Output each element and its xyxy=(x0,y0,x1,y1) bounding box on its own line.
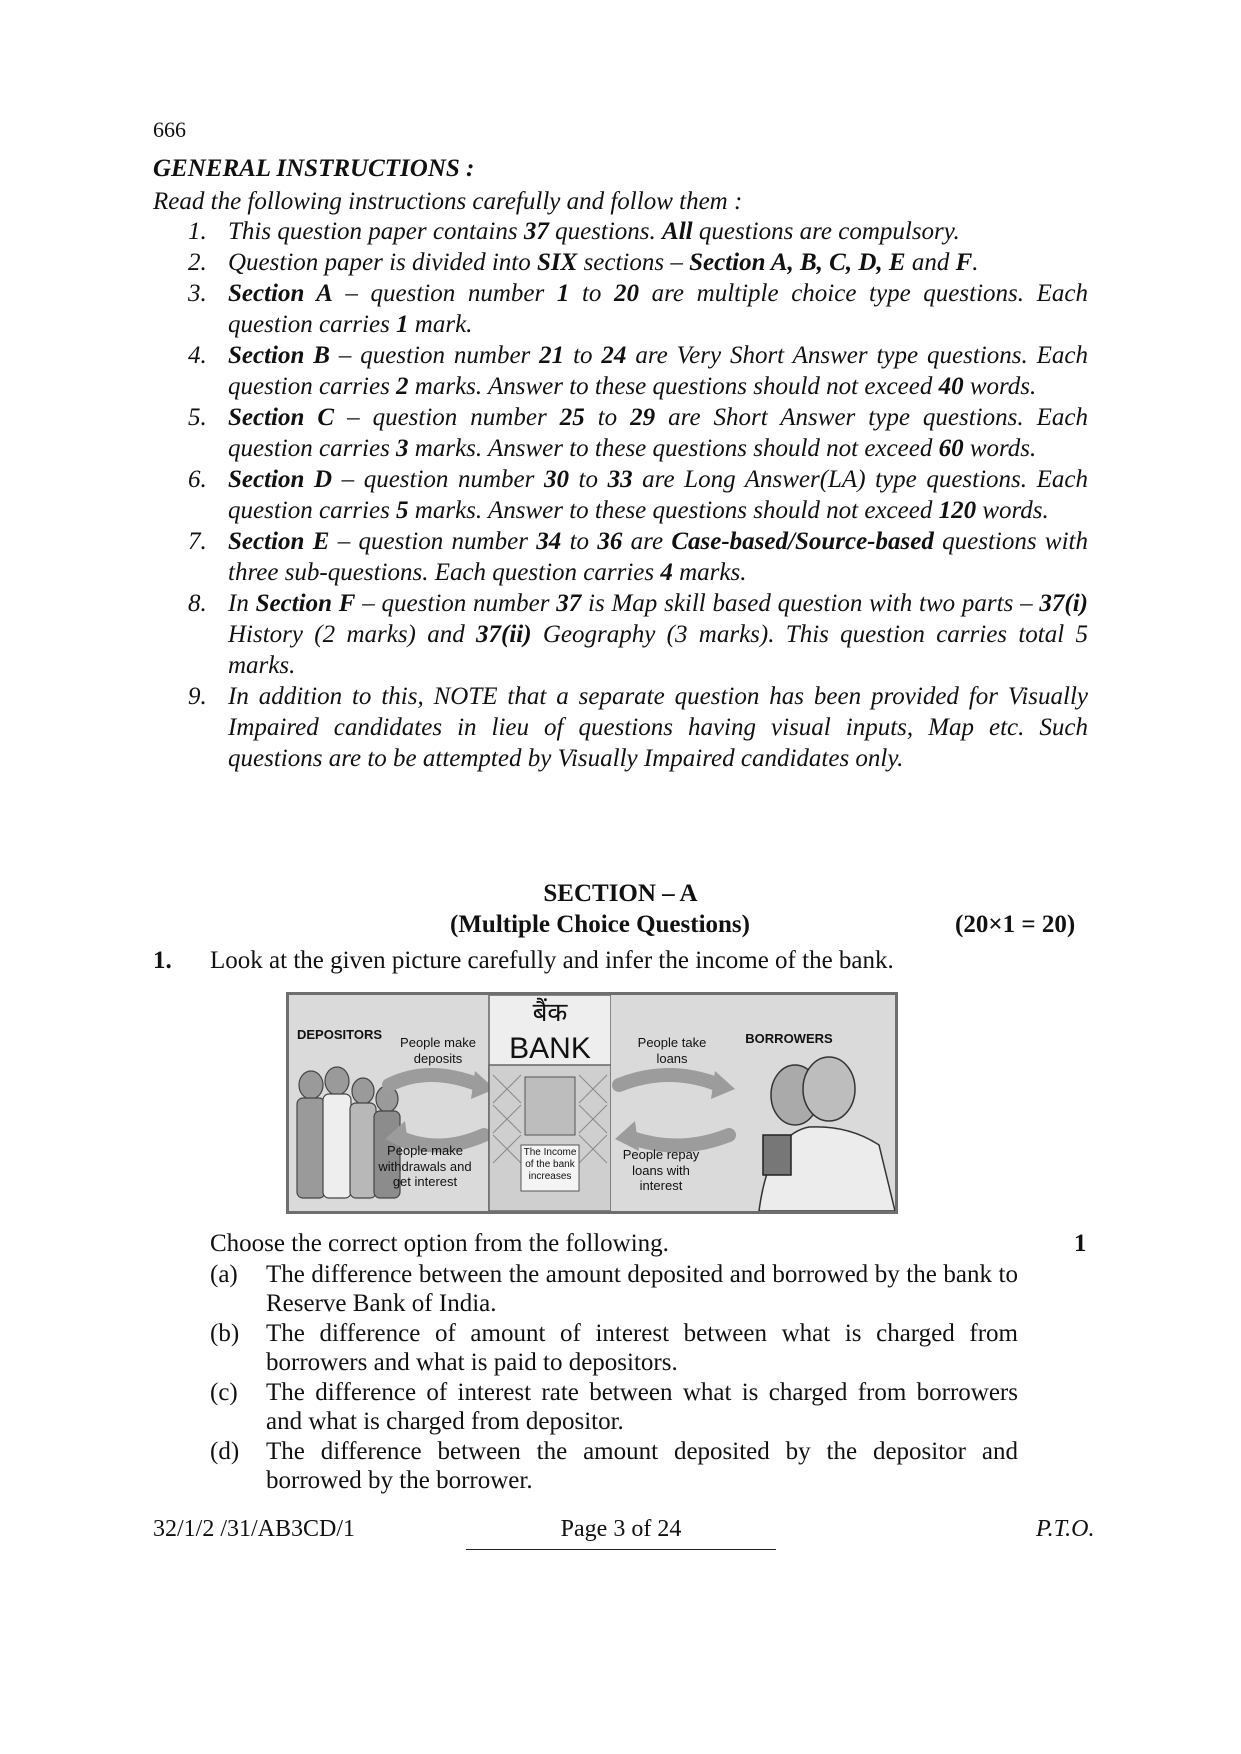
instruction-number: 7. xyxy=(188,528,207,555)
instruction-text: Section D – question number 30 to 33 are Long Answer(LA) type questions. Each question carries 5 marks. Answer to these questions should not exceed 120 words. xyxy=(228,466,1088,524)
bank-label: BANK xyxy=(509,1032,591,1065)
instruction-number: 1. xyxy=(188,218,207,245)
instruction-number: 6. xyxy=(188,466,207,493)
pto-label: P.T.O. xyxy=(1036,1516,1095,1542)
option-label: (a) xyxy=(210,1261,238,1288)
instruction-text: Section A – question number 1 to 20 are multiple choice type questions. Each question carries 1 mark. xyxy=(228,280,1088,338)
instruction-item xyxy=(188,588,1088,681)
option-label: (b) xyxy=(210,1320,240,1347)
option-text: The difference between the amount deposited and borrowed by the bank to Reserve Bank of India. xyxy=(266,1261,1018,1317)
section-title: SECTION – A xyxy=(543,880,698,907)
option-text: The difference of interest rate between what is charged from borrowers and what is charged from depositor. xyxy=(266,1379,1018,1435)
people-take-loans-label: People take loans xyxy=(637,1035,707,1066)
option-d xyxy=(210,1437,1018,1495)
borrowers-label: BORROWERS xyxy=(745,1031,833,1046)
question-marks: 1 xyxy=(1074,1230,1087,1257)
hindi-bank-label: बैंक xyxy=(532,997,568,1027)
instruction-number: 2. xyxy=(188,249,207,276)
income-increases-label: The Income of the bank increases xyxy=(523,1147,577,1182)
section-subtitle: (Multiple Choice Questions) xyxy=(450,911,750,938)
instruction-number: 3. xyxy=(188,280,207,307)
paper-code: 32/1/2 /31/AB3CD/1 xyxy=(153,1516,356,1542)
depositors-label: DEPOSITORS xyxy=(297,1027,383,1042)
people-make-withdrawals-label: People make withdrawals and get interest xyxy=(378,1143,472,1190)
instruction-text: In addition to this, NOTE that a separate question has been provided for Visually Impaired candidates in lieu of questions having visual inputs, Map etc. Such questions are to be attempted by Visually Impaired candidates only. xyxy=(228,683,1088,772)
page-indicator: Page 3 of 24 xyxy=(466,1516,776,1550)
choose-instruction: Choose the correct option from the following. xyxy=(210,1230,669,1257)
option-text: The difference between the amount deposited by the depositor and borrowed by the borrower. xyxy=(266,1438,1018,1494)
instruction-text: Section E – question number 34 to 36 are Case-based/Source-based questions with three sub-questions. Each question carries 4 marks. xyxy=(228,528,1088,586)
general-instructions-intro: Read the following instructions carefully and follow them : xyxy=(153,188,743,215)
option-text: The difference of amount of interest between what is charged from borrowers and what is paid to depositors. xyxy=(266,1320,1018,1376)
instruction-number: 8. xyxy=(188,590,207,617)
instruction-item xyxy=(188,247,1088,278)
question-number: 1. xyxy=(153,947,172,974)
instruction-item xyxy=(188,526,1088,588)
instruction-item xyxy=(188,340,1088,402)
option-a xyxy=(210,1260,1018,1318)
general-instructions-heading: GENERAL INSTRUCTIONS : xyxy=(153,155,475,182)
question-text: Look at the given picture carefully and infer the income of the bank. xyxy=(210,947,894,974)
instruction-number: 4. xyxy=(188,342,207,369)
instruction-text: In Section F – question number 37 is Map skill based question with two parts – 37(i) History (2 marks) and 37(ii) Geography (3 marks). This question carries total 5 marks. xyxy=(228,590,1089,679)
instruction-text: Question paper is divided into SIX sections – Section A, B, C, D, E and F. xyxy=(228,249,979,276)
instruction-number: 9. xyxy=(188,683,207,710)
bank-figure xyxy=(286,992,898,1214)
instruction-text: Section B – question number 21 to 24 are Very Short Answer type questions. Each question carries 2 marks. Answer to these questions should not exceed 40 words. xyxy=(228,342,1088,400)
instruction-text: Section C – question number 25 to 29 are Short Answer type questions. Each question carries 3 marks. Answer to these questions should not exceed 60 words. xyxy=(228,404,1088,462)
page-number: 666 xyxy=(153,117,186,142)
people-make-deposits-label: People make deposits xyxy=(400,1035,476,1066)
instructions-list xyxy=(188,216,1088,774)
instruction-item xyxy=(188,278,1088,340)
option-label: (d) xyxy=(210,1438,240,1465)
instruction-item xyxy=(188,681,1088,774)
option-c xyxy=(210,1378,1018,1436)
instruction-item xyxy=(188,464,1088,526)
option-b xyxy=(210,1319,1018,1377)
section-marks: (20×1 = 20) xyxy=(955,911,1076,938)
people-repay-label: People repay loans with interest xyxy=(622,1147,700,1194)
instruction-item xyxy=(188,402,1088,464)
instruction-item xyxy=(188,216,1088,247)
option-label: (c) xyxy=(210,1379,238,1406)
instruction-number: 5. xyxy=(188,404,207,431)
instruction-text: This question paper contains 37 questions. All questions are compulsory. xyxy=(228,218,960,245)
